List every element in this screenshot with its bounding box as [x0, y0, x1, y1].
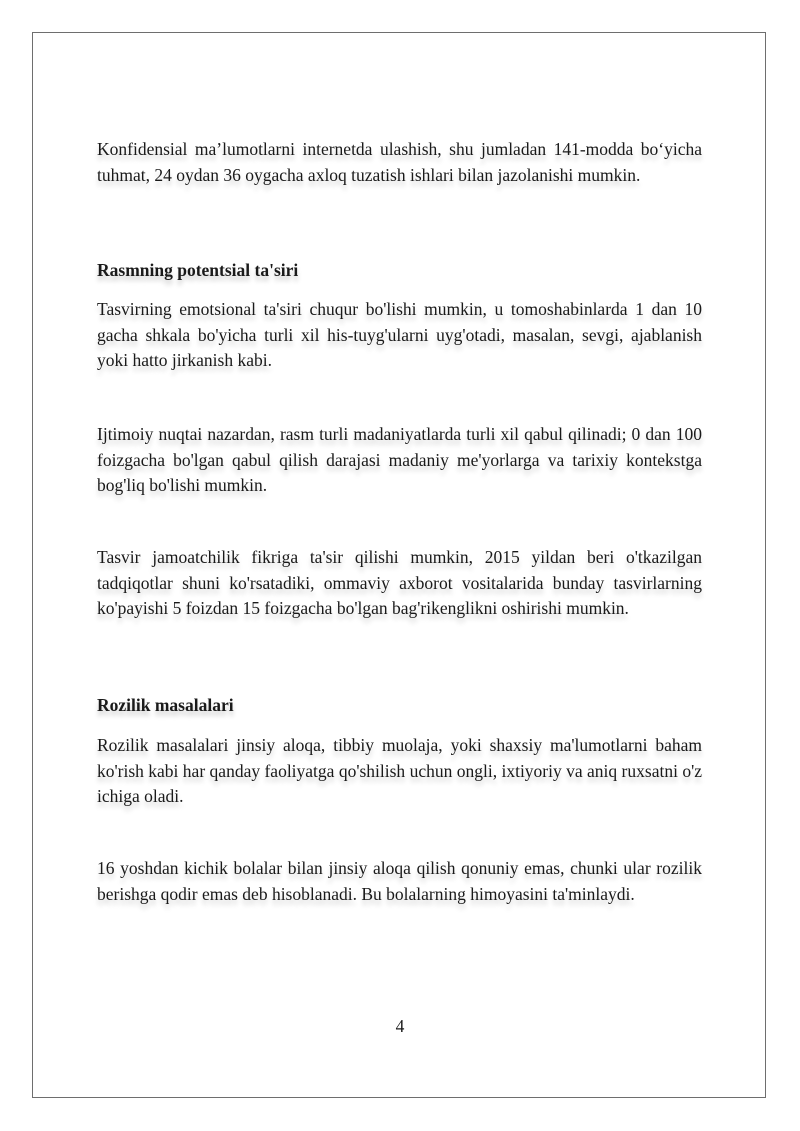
heading-consent-issues: Rozilik masalalari: [97, 695, 234, 715]
paragraph-emotional-impact: Tasvirning emotsional ta'siri chuqur bo'lishi mumkin, u tomoshabinlarda 1 dan 10 gacha shkala bo'yicha turli xil his-tuyg'ularni uyg'otadi, masalan, sevgi, ajablanish yoki hatto jirkanish kabi.: [97, 299, 702, 371]
heading-potential-impact: Rasmning potentsial ta'siri: [97, 260, 299, 280]
paragraph-public-opinion: Tasvir jamoatchilik fikriga ta'sir qilishi mumkin, 2015 yildan beri o'tkazilgan tadqiqotlar shuni ko'rsatadiki, ommaviy axborot vositalarida bunday tasvirlarning ko'payishi 5 foizdan 15 foizgacha bo'lgan bag'rikenglikni oshirishi mumkin.: [97, 547, 702, 619]
paragraph-confidential-info: Konfidensial ma’lumotlarni internetda ulashish, shu jumladan 141-modda bo‘yicha tuhmat, 24 oydan 36 oygacha axloq tuzatish ishlari bilan jazolanishi mumkin.: [97, 139, 702, 185]
paragraph-social-perspective: Ijtimoiy nuqtai nazardan, rasm turli madaniyatlarda turli xil qabul qilinadi; 0 dan 100 foizgacha bo'lgan qabul qilish darajasi madaniy me'yorlarga va tarixiy kontekstga bog'liq bo'lishi mumkin.: [97, 424, 702, 496]
paragraph-age-of-consent: 16 yoshdan kichik bolalar bilan jinsiy aloqa qilish qonuniy emas, chunki ular rozilik berishga qodir emas deb hisoblanadi. Bu bolalarning himoyasini ta'minlaydi.: [97, 858, 702, 904]
paragraph-consent-definition: Rozilik masalalari jinsiy aloqa, tibbiy muolaja, yoki shaxsiy ma'lumotlarni baham ko'rish kabi har qanday faoliyatga qo'shilish uchun ongli, ixtiyoriy va aniq ruxsatni o'z ichiga oladi.: [97, 735, 702, 807]
page-number: 4: [395, 1016, 405, 1036]
